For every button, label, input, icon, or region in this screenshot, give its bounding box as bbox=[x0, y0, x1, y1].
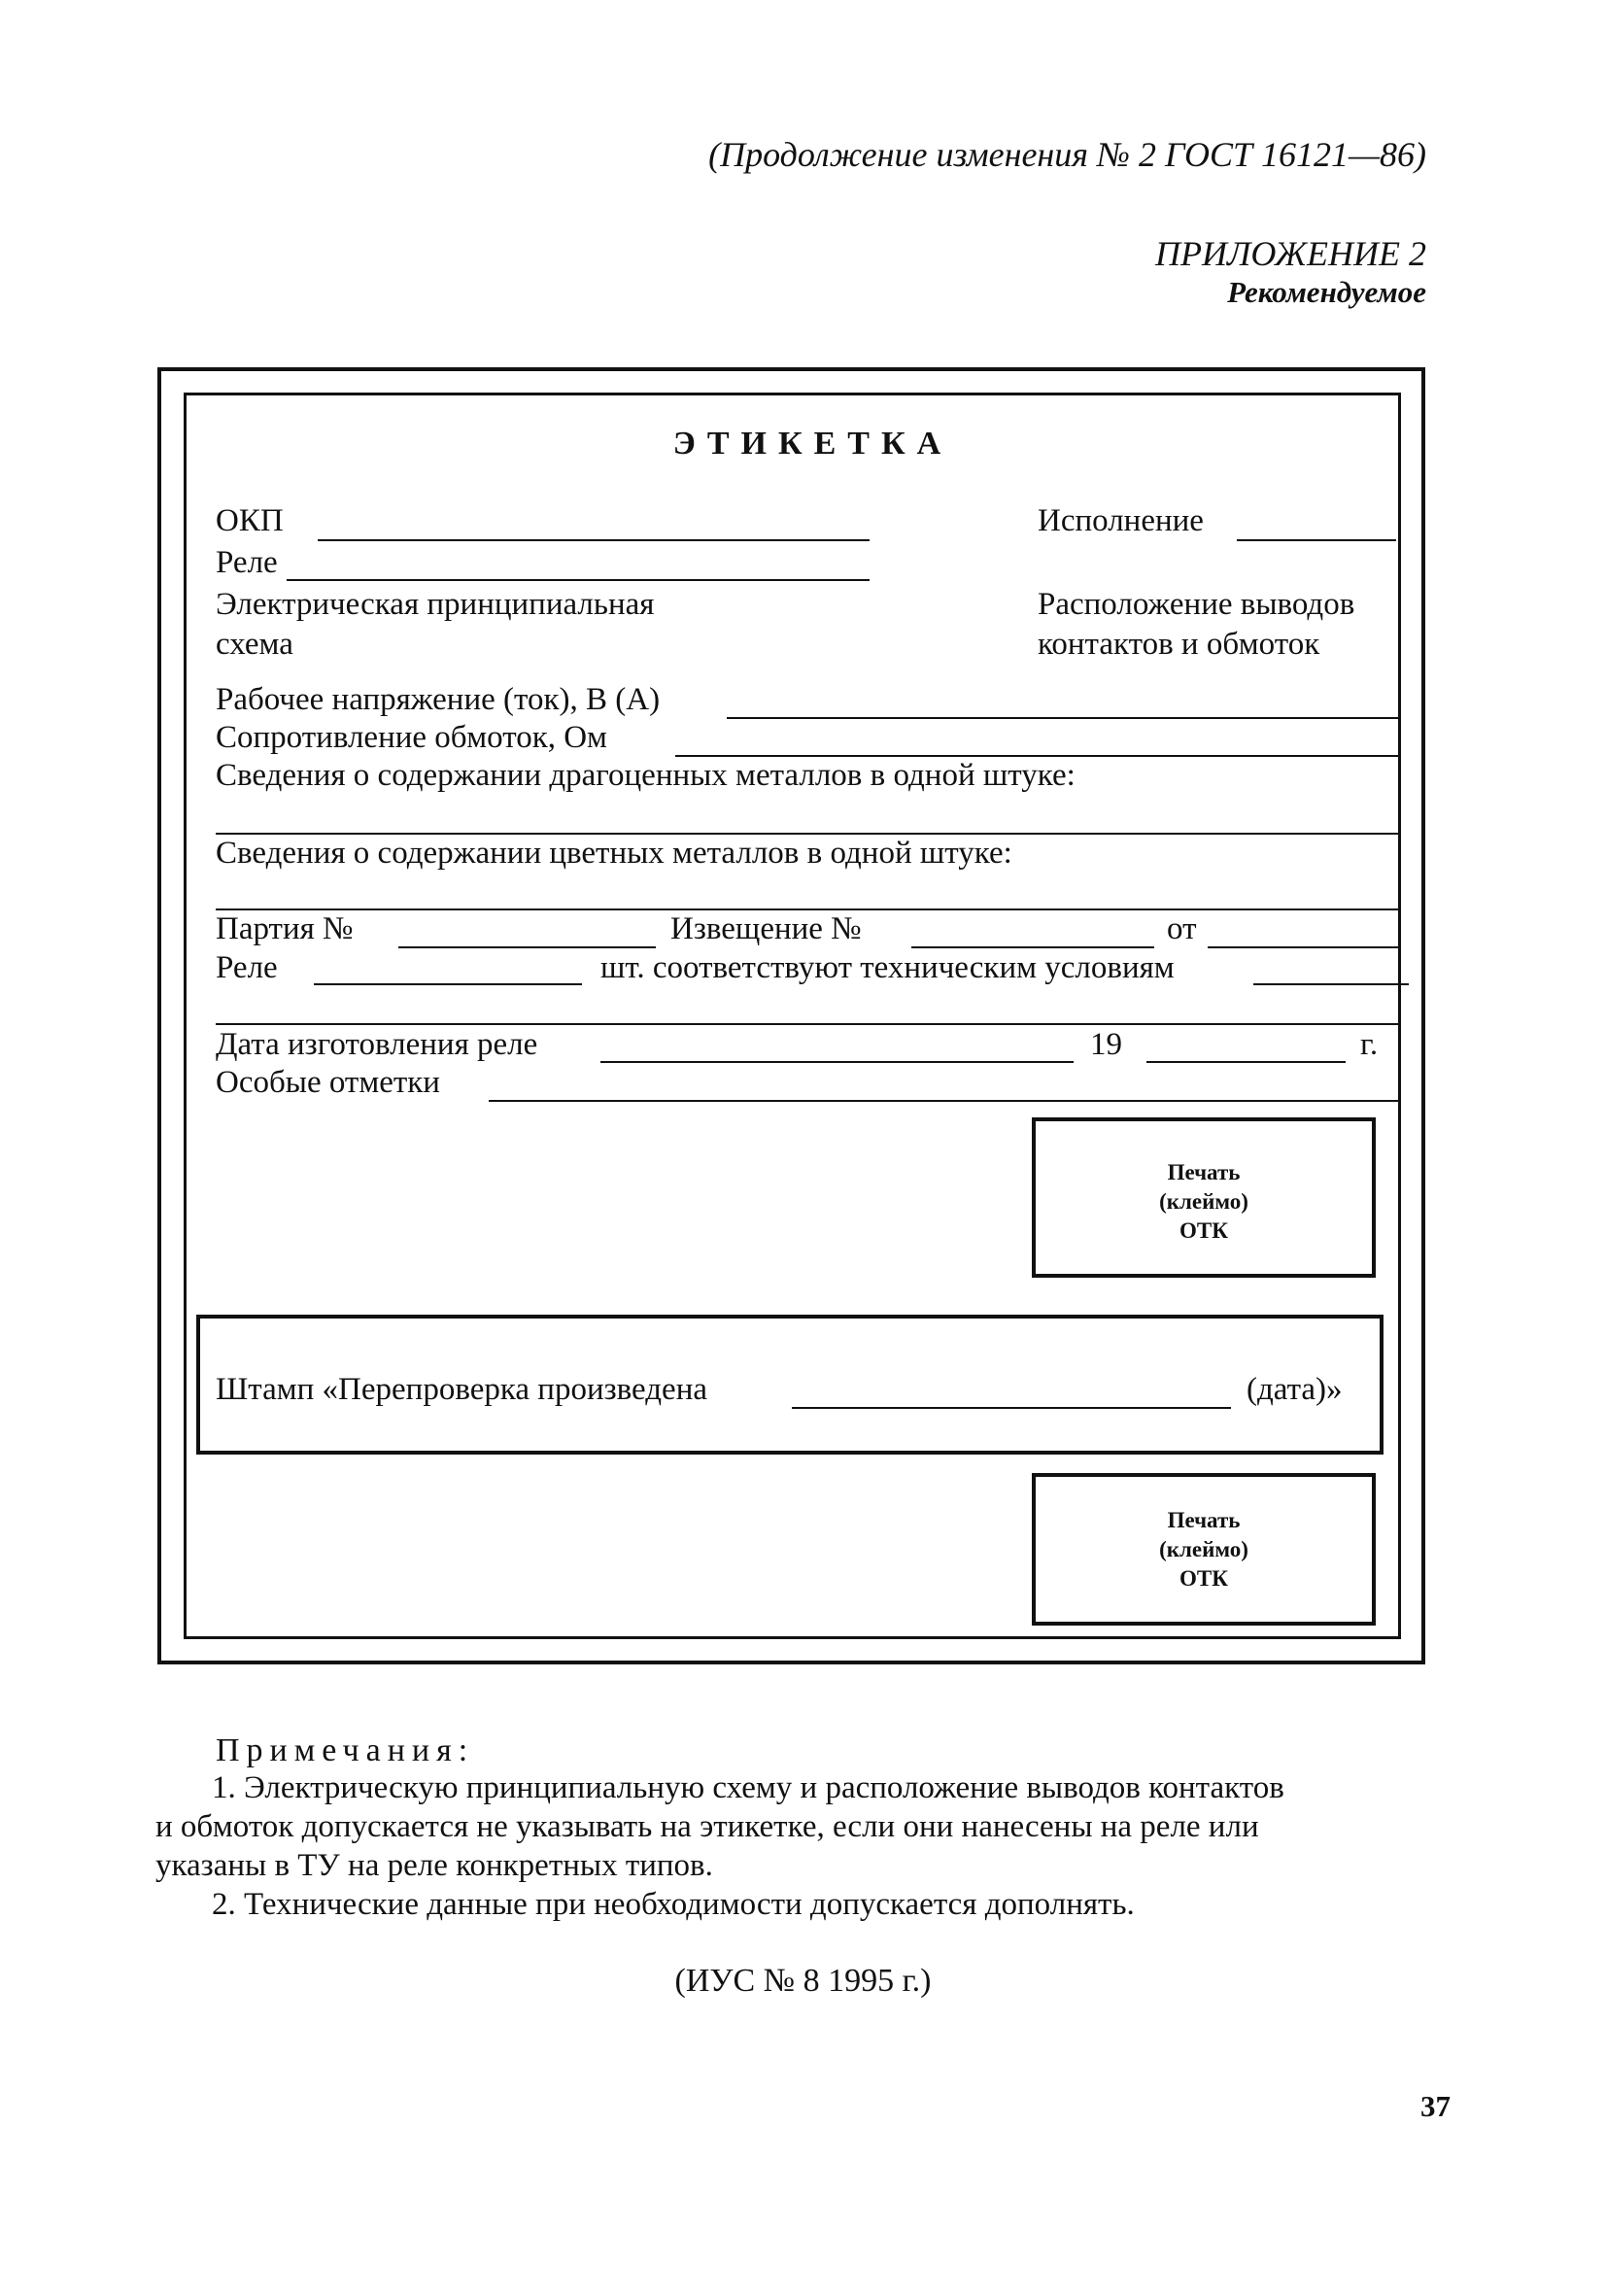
qc-stamp2-line1: Печать bbox=[1167, 1508, 1241, 1532]
qc-stamp-line1: Печать bbox=[1167, 1160, 1241, 1184]
page-number: 37 bbox=[1420, 2089, 1451, 2123]
qc-stamp2-line2: (клеймо) bbox=[1159, 1537, 1248, 1561]
label-title: ЭТИКЕТКА bbox=[672, 426, 953, 462]
compliance-label: шт. соответствуют техническим условиям bbox=[600, 950, 1175, 985]
voltage-field[interactable] bbox=[727, 717, 1401, 719]
note-2: 2. Технические данные при необходимости допускается дополнять. bbox=[212, 1887, 1135, 1922]
manufacture-date-label: Дата изготовления реле bbox=[216, 1027, 538, 1062]
terminals-label-line1: Расположение выводов bbox=[1038, 587, 1355, 622]
relay-qty-label: Реле bbox=[216, 950, 278, 985]
relay-qty-field[interactable] bbox=[314, 983, 582, 985]
compliance-field-line2[interactable] bbox=[216, 1023, 1401, 1025]
terminals-label-line2: контактов и обмоток bbox=[1038, 627, 1320, 662]
okp-field[interactable] bbox=[318, 539, 870, 541]
nonferrous-metals-label: Сведения о содержании цветных металлов в одной штуке: bbox=[216, 836, 1012, 871]
relay-label: Реле bbox=[216, 545, 278, 580]
notice-field[interactable] bbox=[911, 946, 1154, 948]
okp-label: ОКП bbox=[216, 503, 284, 538]
recheck-label: Штамп «Перепроверка произведена bbox=[216, 1372, 708, 1407]
execution-label: Исполнение bbox=[1038, 503, 1204, 538]
nonferrous-metals-field[interactable] bbox=[216, 908, 1401, 910]
notice-label: Извещение № bbox=[670, 911, 862, 946]
year-prefix: 19 bbox=[1090, 1027, 1122, 1062]
precious-metals-field[interactable] bbox=[216, 833, 1401, 835]
recheck-date-field[interactable] bbox=[792, 1407, 1231, 1409]
qc-stamp-box bbox=[1032, 1117, 1376, 1278]
year-suffix: г. bbox=[1360, 1027, 1379, 1062]
special-marks-label: Особые отметки bbox=[216, 1065, 440, 1100]
notes-heading: Примечания: bbox=[216, 1732, 475, 1768]
qc-stamp-box-2 bbox=[1032, 1473, 1376, 1626]
precious-metals-label: Сведения о содержании драгоценных металлов в одной штуке: bbox=[216, 758, 1076, 793]
amendment-reference: (ИУС № 8 1995 г.) bbox=[674, 1963, 932, 1999]
appendix-title: ПРИЛОЖЕНИЕ 2 bbox=[1155, 234, 1426, 273]
qc-stamp-line3: ОТК bbox=[1179, 1218, 1228, 1243]
resistance-field[interactable] bbox=[675, 755, 1401, 757]
batch-field[interactable] bbox=[398, 946, 656, 948]
compliance-field[interactable] bbox=[1253, 983, 1409, 985]
scheme-label-line2: схема bbox=[216, 627, 293, 662]
year-field[interactable] bbox=[1146, 1061, 1346, 1063]
from-field[interactable] bbox=[1208, 946, 1401, 948]
recheck-date-label: (дата)» bbox=[1247, 1372, 1343, 1407]
special-marks-field[interactable] bbox=[489, 1100, 1401, 1102]
continuation-note: (Продолжение изменения № 2 ГОСТ 16121—86) bbox=[708, 135, 1426, 174]
manufacture-date-field[interactable] bbox=[600, 1061, 1074, 1063]
qc-stamp-line2: (клеймо) bbox=[1159, 1189, 1248, 1214]
relay-field[interactable] bbox=[287, 579, 870, 581]
note-1-line-3: указаны в ТУ на реле конкретных типов. bbox=[155, 1848, 713, 1883]
appendix-status: Рекомендуемое bbox=[1227, 275, 1426, 309]
execution-field[interactable] bbox=[1237, 539, 1396, 541]
voltage-label: Рабочее напряжение (ток), В (А) bbox=[216, 682, 661, 717]
qc-stamp2-line3: ОТК bbox=[1179, 1566, 1228, 1591]
from-label: от bbox=[1167, 911, 1197, 946]
resistance-label: Сопротивление обмоток, Ом bbox=[216, 720, 607, 755]
batch-label: Партия № bbox=[216, 911, 354, 946]
note-1-line-2: и обмоток допускается не указывать на этикетке, если они нанесены на реле или bbox=[155, 1809, 1259, 1844]
note-1-line-1: 1. Электрическую принципиальную схему и расположение выводов контактов bbox=[212, 1770, 1284, 1805]
scheme-label-line1: Электрическая принципиальная bbox=[216, 587, 655, 622]
